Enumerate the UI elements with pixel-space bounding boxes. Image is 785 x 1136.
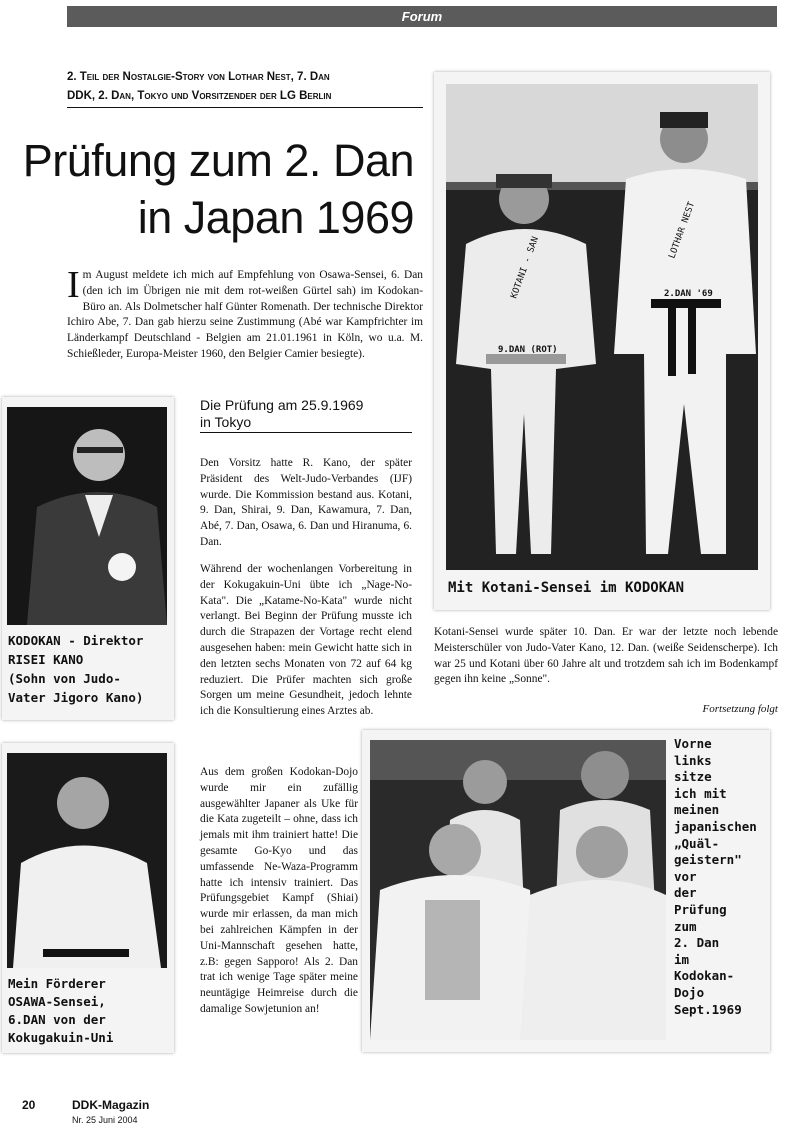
paragraph-exam: Aus dem großen Kodokan-Dojo wurde mir ein zufällig ausgewählter Japaner als Uke für die Kata zugeteilt – ohne, dass ich jemals mit ihm trainiert hatte! Die gesamte Go-Kyo und das umfassende Ne-Waza-Programm hatte ich intensiv trainiert. Das Prüfungsgebiet Kampf (Shiai) wurde mir erlassen, da man mich bei zahlreichen Kämpfen in der Uni-Mannschaft gesehen hatte, z.B: gegen Sapporo! Als 2. Dan trat ich wenige Tage später meine neuntägige Heimreise durch die damalige Sowjetunion an!	[200, 766, 358, 1015]
photo-image	[370, 740, 666, 1040]
photo-caption-kotani: Mit Kotani-Sensei im KODOKAN	[448, 580, 685, 596]
photo-image	[7, 753, 167, 968]
photo-image	[446, 84, 758, 570]
article-subtitle	[67, 68, 423, 108]
photo-kano	[7, 407, 167, 625]
intro-paragraph	[67, 264, 423, 363]
photo-card-osawa	[2, 743, 174, 1053]
section-heading	[200, 397, 412, 433]
photo-group	[370, 740, 666, 1040]
continued-note: Fortsetzung folgt	[702, 703, 778, 715]
issue-info: Nr. 25 Juni 2004	[72, 1115, 138, 1125]
photo-card-group	[362, 730, 770, 1052]
photo-card-kotani	[434, 72, 770, 610]
section-header-bar	[67, 6, 777, 27]
photo-caption-group: Vorne links sitze ich mit meinen japanischen „Quäl- geistern" vor der Prüfung zum 2. Dan im Kodokan- Dojo Sept.1969	[674, 736, 757, 1017]
magazine-name: DDK-Magazin	[72, 1098, 150, 1112]
section-heading-line-2: in Tokyo	[200, 414, 252, 430]
photo-caption-osawa: Mein Förderer OSAWA-Sensei, 6.DAN von der Kokugakuin-Uni	[8, 976, 114, 1045]
subtitle-line-1: 2. Teil der Nostalgie-Story von Lothar Nest, 7. Dan	[67, 71, 330, 83]
section-heading-line-1: Die Prüfung am 25.9.1969	[200, 397, 364, 413]
intro-text: m August meldete ich mich auf Empfehlung von Osawa-Sensei, 6. Dan (den ich im Übrigen nie mit dem rot-weißen Gürtel sah) im Kodokan-Büro an. Als Dolmetscher half Günter Romenath. Der technische Direktor Ichiro Abe, 7. Dan gab hierzu seine Zustimmung (Abé war Kampfrichter im Länderkampf Deutschland - Belgien am 21.01.1961 in Köln, wo u.a. M. Schießleder, Europa-Meister 1960, den Belgier Camier besiegte).	[67, 269, 423, 360]
paragraph-commission: Den Vorsitz hatte R. Kano, der später Präsident des Welt-Judo-Verbandes (IJF) wurde. Die Kommission bestand aus. Kotani, 9. Dan, Shirai, 9. Dan, Kawamura, 7. Dan, Abé, 7. Dan, Osawa, 6. Dan und Hiranuma, 6. Dan.	[200, 457, 412, 548]
page-number: 20	[22, 1098, 36, 1112]
title-line-1: Prüfung zum 2. Dan	[22, 135, 414, 186]
section-label: Forum	[401, 9, 443, 24]
photo-belt-right: 2.DAN '69	[664, 289, 713, 299]
photo-kotani-and-nest	[446, 84, 758, 570]
photo-belt-left: 9.DAN (ROT)	[498, 345, 558, 355]
photo-name-left: KOTANI - SAN	[509, 235, 542, 301]
subtitle-line-2: DDK, 2. Dan, Tokyo und Vorsitzender der LG Berlin	[67, 90, 332, 102]
article-title	[22, 132, 414, 246]
photo-osawa	[7, 753, 167, 968]
kotani-caption-paragraph: Kotani-Sensei wurde später 10. Dan. Er war der letzte noch lebende Meisterschüler von Judo-Vater Kano, 12. Dan. (weiße Seidenscherpe). Ich war 25 und Kotani über 60 Jahre alt und trotzdem sah ich im Bodenkampf gegen ihn keine „Sonne".	[434, 626, 778, 686]
title-line-2: in Japan 1969	[137, 192, 414, 243]
photo-card-kano	[2, 397, 174, 720]
paragraph-preparation: Während der wochenlangen Vorbereitung in der Kokugakuin-Uni übte ich „Nage-No-Kata". Die „Katame-No-Kata" wurde nicht verlangt. Bei Beginn der Prüfung musste ich durch die Strapazen der Vortage recht elend ausgesehen haben: mein Gewicht hatte sich in den letzten sechs Monaten von 72 auf 64 kg reduziert. Die Prüfer machten sich große Sorgen um meine Gesundheit, jedoch lehnte ich die Konsultierung eines Arztes ab.	[200, 563, 412, 718]
photo-caption-kano: KODOKAN - Direktor RISEI KANO (Sohn von Judo- Vater Jigoro Kano)	[8, 633, 144, 705]
photo-name-right: LOTHAR NEST	[667, 200, 698, 261]
photo-image	[7, 407, 167, 625]
drop-cap: I	[67, 264, 80, 306]
